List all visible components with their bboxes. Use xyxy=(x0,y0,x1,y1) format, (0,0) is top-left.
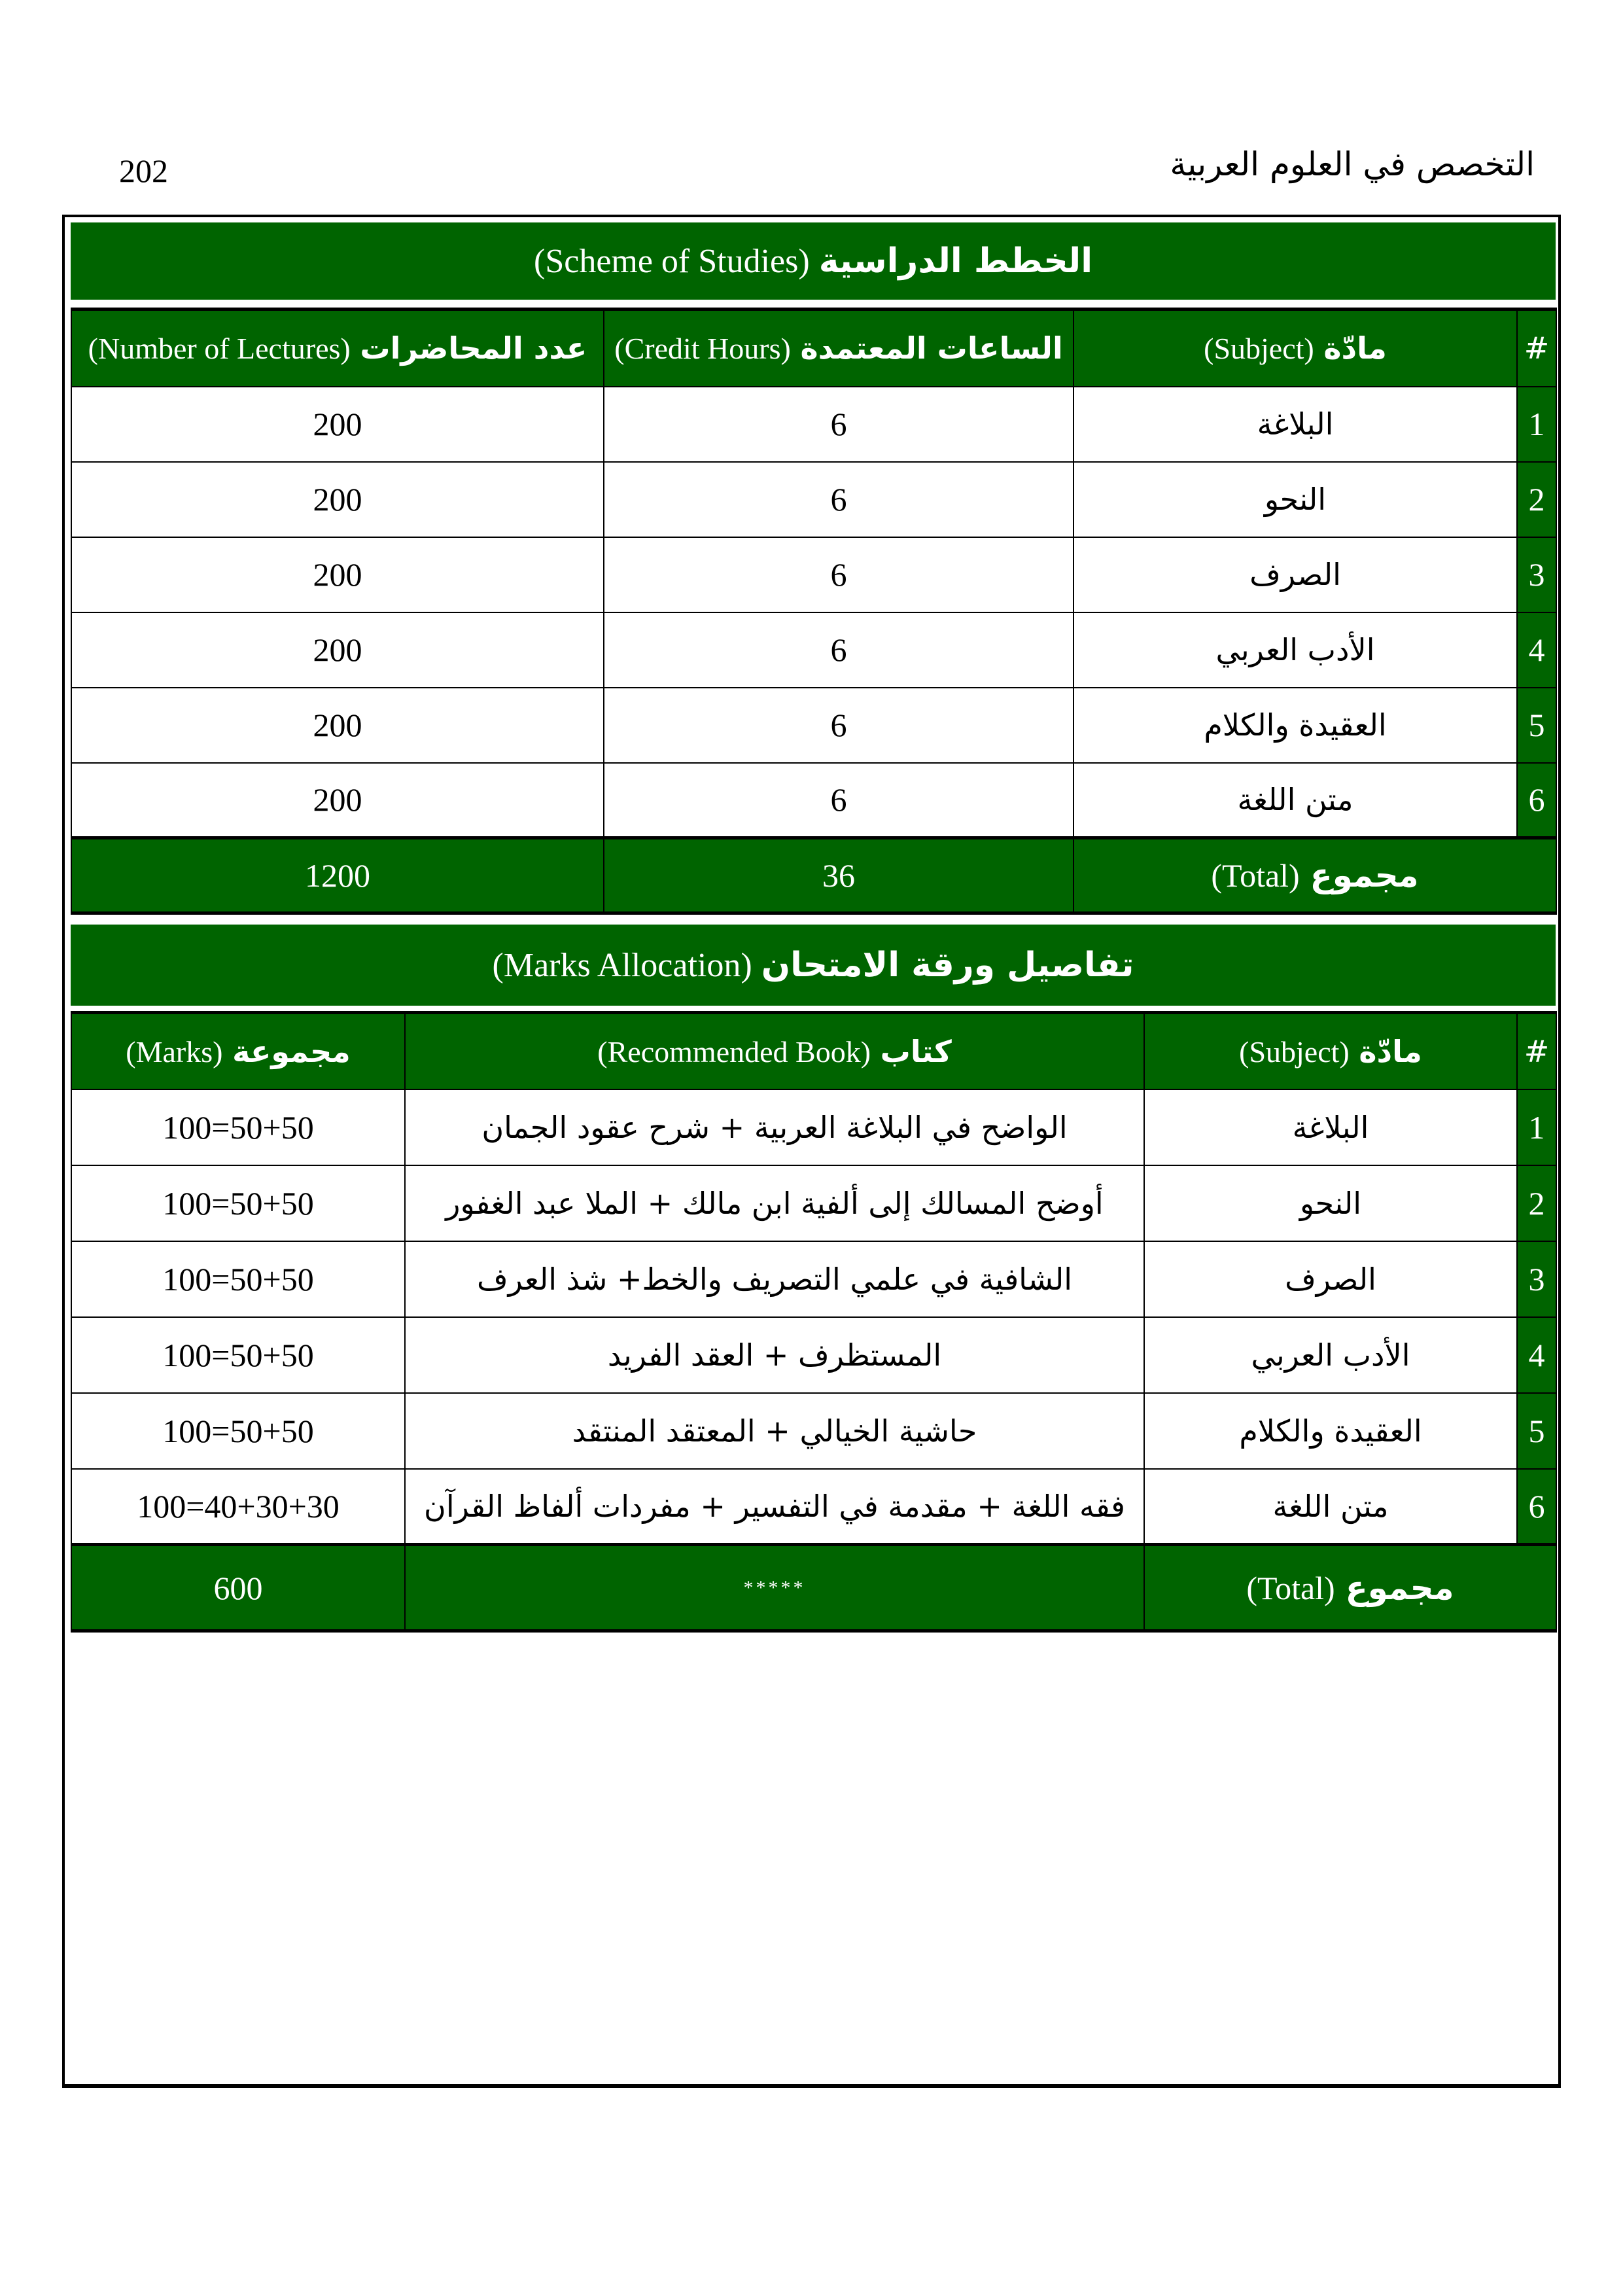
row-number: 2 xyxy=(1517,462,1556,537)
book-cell: حاشية الخيالي + المعتقد المنتقد xyxy=(405,1393,1144,1469)
col-book-header: كتاب (Recommended Book) xyxy=(405,1013,1144,1089)
total-marks: 600 xyxy=(71,1545,405,1631)
table-row xyxy=(71,1317,1556,1393)
marks-header-row xyxy=(71,1013,1556,1089)
credit-hours-cell: 6 xyxy=(604,387,1073,462)
col-lectures-header: عدد المحاضرات (Number of Lectures) xyxy=(71,309,604,387)
marks-cell: 100=40+30+30 xyxy=(71,1469,405,1545)
subject-cell: الأدب العربي xyxy=(1144,1317,1517,1393)
book-cell: الواضح في البلاغة العربية + شرح عقود الجمان xyxy=(405,1089,1144,1165)
lectures-cell: 200 xyxy=(71,462,604,537)
table-row xyxy=(71,688,1556,763)
subject-cell: النحو xyxy=(1073,462,1517,537)
scheme-header-row xyxy=(71,309,1556,387)
total-book-placeholder: ***** xyxy=(405,1545,1144,1631)
total-credit-hours: 36 xyxy=(604,838,1073,913)
row-number: 3 xyxy=(1517,537,1556,612)
row-number: 1 xyxy=(1517,1089,1556,1165)
subject-cell: البلاغة xyxy=(1073,387,1517,462)
total-label: مجموع (Total) xyxy=(1144,1545,1556,1631)
marks-cell: 100=50+50 xyxy=(71,1393,405,1469)
marks-title-ar: تفاصيل ورقة الامتحان xyxy=(761,945,1134,985)
col-credit-hours-header: الساعات المعتمدة (Credit Hours) xyxy=(604,309,1073,387)
book-cell: أوضح المسالك إلى ألفية ابن مالك + الملا عبد الغفور xyxy=(405,1165,1144,1241)
book-cell: المستظرف + العقد الفريد xyxy=(405,1317,1144,1393)
row-number: 4 xyxy=(1517,1317,1556,1393)
credit-hours-cell: 6 xyxy=(604,688,1073,763)
lectures-cell: 200 xyxy=(71,688,604,763)
table-row xyxy=(71,1089,1556,1165)
marks-cell: 100=50+50 xyxy=(71,1317,405,1393)
table-row xyxy=(71,537,1556,612)
scheme-total-row xyxy=(71,838,1556,913)
lectures-cell: 200 xyxy=(71,387,604,462)
marks-table xyxy=(71,1011,1557,1633)
subject-cell: متن اللغة xyxy=(1144,1469,1517,1545)
subject-cell: الصرف xyxy=(1144,1241,1517,1317)
row-number: 6 xyxy=(1517,1469,1556,1545)
lectures-cell: 200 xyxy=(71,612,604,688)
subject-cell: العقيدة والكلام xyxy=(1144,1393,1517,1469)
credit-hours-cell: 6 xyxy=(604,612,1073,688)
credit-hours-cell: 6 xyxy=(604,763,1073,838)
credit-hours-cell: 6 xyxy=(604,537,1073,612)
subject-cell: متن اللغة xyxy=(1073,763,1517,838)
credit-hours-cell: 6 xyxy=(604,462,1073,537)
marks-cell: 100=50+50 xyxy=(71,1241,405,1317)
total-lectures: 1200 xyxy=(71,838,604,913)
marks-total-row xyxy=(71,1545,1556,1631)
page-number: 202 xyxy=(119,152,168,189)
row-number: 4 xyxy=(1517,612,1556,688)
subject-cell: العقيدة والكلام xyxy=(1073,688,1517,763)
scheme-title-en: (Scheme of Studies) xyxy=(533,242,810,280)
table-row xyxy=(71,1393,1556,1469)
marks-title-band xyxy=(71,925,1556,1006)
row-number: 2 xyxy=(1517,1165,1556,1241)
row-number: 6 xyxy=(1517,763,1556,838)
scheme-title-ar: الخطط الدراسية xyxy=(818,241,1093,281)
col-number-header: # xyxy=(1517,1013,1556,1089)
scheme-title-band xyxy=(71,222,1556,300)
lectures-cell: 200 xyxy=(71,763,604,838)
lectures-cell: 200 xyxy=(71,537,604,612)
subject-cell: البلاغة xyxy=(1144,1089,1517,1165)
table-row xyxy=(71,462,1556,537)
table-row xyxy=(71,1469,1556,1545)
table-row xyxy=(71,1241,1556,1317)
table-row xyxy=(71,763,1556,838)
row-number: 1 xyxy=(1517,387,1556,462)
marks-cell: 100=50+50 xyxy=(71,1089,405,1165)
table-row xyxy=(71,387,1556,462)
running-title: التخصص في العلوم العربية xyxy=(1170,145,1535,183)
row-number: 3 xyxy=(1517,1241,1556,1317)
subject-cell: الصرف xyxy=(1073,537,1517,612)
col-marks-header: مجموعة (Marks) xyxy=(71,1013,405,1089)
subject-cell: النحو xyxy=(1144,1165,1517,1241)
row-number: 5 xyxy=(1517,1393,1556,1469)
total-label: مجموع (Total) xyxy=(1073,838,1556,913)
scheme-table xyxy=(71,308,1557,915)
table-row xyxy=(71,612,1556,688)
book-cell: الشافية في علمي التصريف والخط+ شذ العرف xyxy=(405,1241,1144,1317)
marks-cell: 100=50+50 xyxy=(71,1165,405,1241)
book-cell: فقه اللغة + مقدمة في التفسير + مفردات ألفاظ القرآن xyxy=(405,1469,1144,1545)
col-subject-header: مادّة (Subject) xyxy=(1144,1013,1517,1089)
col-subject-header: مادّة (Subject) xyxy=(1073,309,1517,387)
marks-title-en: (Marks Allocation) xyxy=(492,946,752,984)
subject-cell: الأدب العربي xyxy=(1073,612,1517,688)
col-number-header: # xyxy=(1517,309,1556,387)
row-number: 5 xyxy=(1517,688,1556,763)
table-row xyxy=(71,1165,1556,1241)
